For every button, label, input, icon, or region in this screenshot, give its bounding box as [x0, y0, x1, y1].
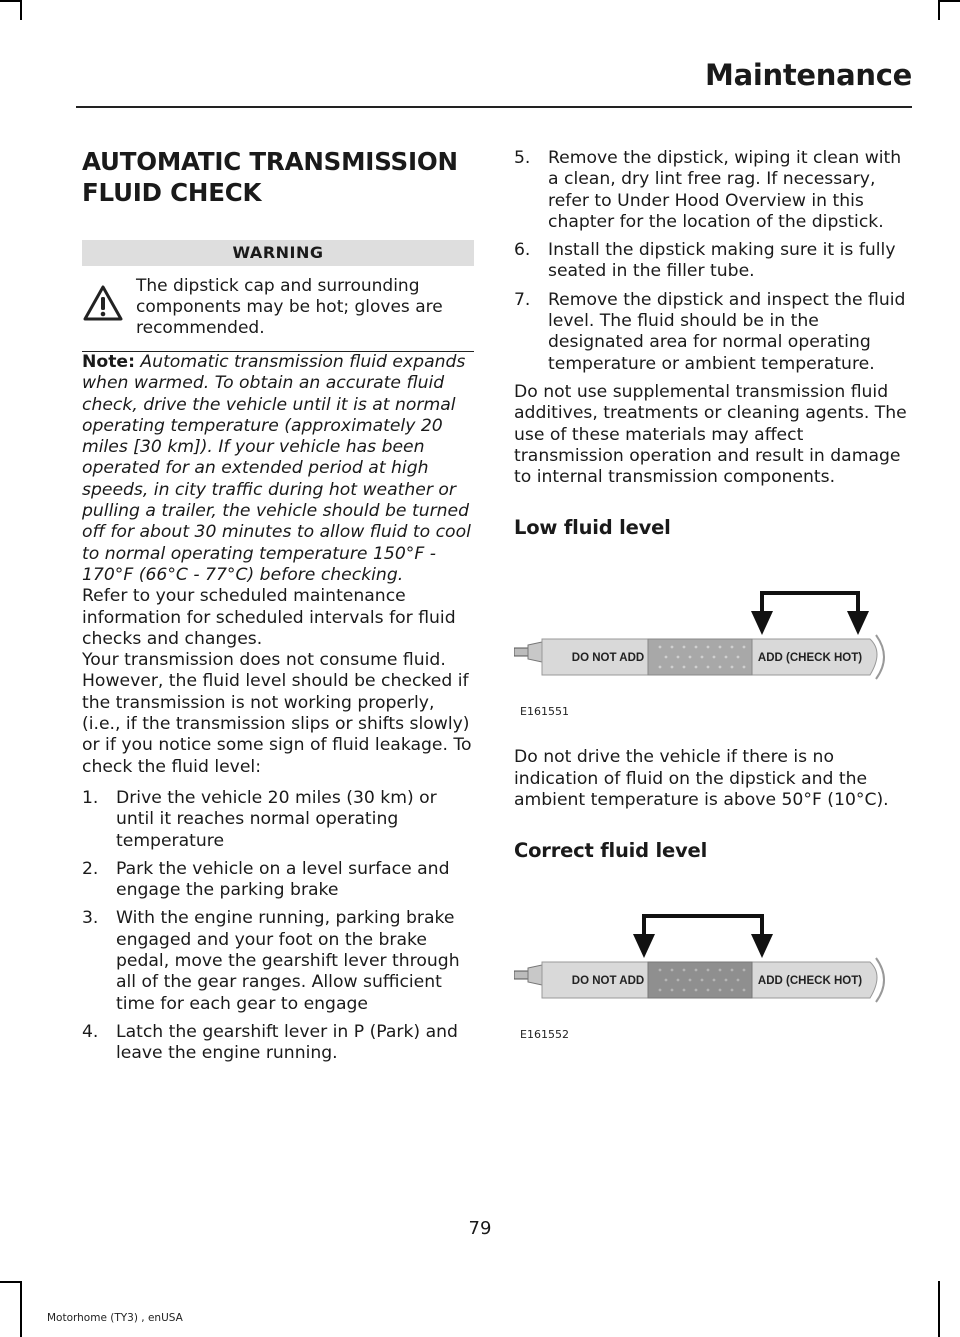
- paragraph: Do not drive the vehicle if there is no indication of fluid on the dipstick and the ambient temperature is above 50°F (10°C).: [514, 747, 889, 811]
- page-header-title: Maintenance: [705, 58, 912, 92]
- add-check-hot-label: ADD (CHECK HOT): [757, 652, 863, 665]
- step-number: 3.: [82, 908, 99, 929]
- section-title-line1: AUTOMATIC TRANSMISSION: [82, 147, 458, 176]
- figure-code: E161552: [520, 1028, 569, 1042]
- paragraph: Do not use supplemental transmission fluid additives, treatments or cleaning agents. The use of these materials may affect transmission operation and result in damage to internal transmission components.: [514, 381, 907, 488]
- arrow-down-icon: [633, 934, 655, 958]
- footer-doc-id: Motorhome (TY3) , enUSA: [47, 1312, 183, 1324]
- warning-triangle-icon: [82, 276, 136, 339]
- low-fluid-figure: [514, 539, 910, 719]
- crop-mark: [0, 1281, 20, 1283]
- list-item: [514, 240, 910, 283]
- do-not-add-label: DO NOT ADD: [571, 975, 645, 988]
- list-item: [82, 788, 474, 852]
- note-paragraph: [82, 352, 474, 586]
- step-text: Drive the vehicle 20 miles (30 km) or until it reaches normal operating temperature: [116, 787, 437, 851]
- crop-mark: [20, 0, 22, 20]
- section-title: [82, 146, 474, 208]
- do-not-add-label: DO NOT ADD: [571, 652, 645, 665]
- step-number: 1.: [82, 787, 99, 808]
- dipstick-diagram: [514, 862, 910, 1022]
- crop-mark: [938, 1281, 940, 1337]
- low-fluid-heading: Low fluid level: [514, 516, 671, 540]
- step-number: 2.: [82, 858, 99, 879]
- step-number: 4.: [82, 1021, 99, 1042]
- step-number: 6.: [514, 240, 531, 261]
- left-column: [82, 146, 474, 1072]
- list-item: [82, 1022, 474, 1065]
- paragraph: Refer to your scheduled maintenance information for scheduled intervals for fluid checks and changes.: [82, 586, 456, 649]
- page-number: 79: [468, 1218, 492, 1239]
- step-text: Remove the dipstick and inspect the fluid level. The fluid should be in the designated area for normal operating temperature or ambient temperature.: [548, 289, 906, 374]
- warning-text: The dipstick cap and surrounding components may be hot; gloves are recommended.: [136, 276, 443, 338]
- step-number: 7.: [514, 289, 531, 310]
- correct-fluid-figure: [514, 862, 910, 1042]
- crop-mark: [940, 0, 960, 2]
- step-number: 5.: [514, 148, 531, 168]
- step-text: With the engine running, parking brake engaged and your foot on the brake pedal, move the gearshift lever through all of the gear ranges. Allow sufficient time for each gear to engage: [116, 908, 460, 1014]
- step-text: Remove the dipstick, wiping it clean with a clean, dry lint free rag. If necessary, refer to Under Hood Overview in this chapter for the location of the dipstick.: [548, 148, 902, 232]
- steps-list: [514, 148, 910, 375]
- section-title-line2: FLUID CHECK: [82, 178, 262, 207]
- step-text: Install the dipstick making sure it is fully seated in the filler tube.: [548, 240, 896, 282]
- crop-mark: [20, 1281, 22, 1337]
- list-item: [82, 908, 474, 1014]
- crop-mark: [938, 0, 940, 20]
- list-item: [514, 290, 910, 375]
- add-check-hot-label: ADD (CHECK HOT): [757, 975, 863, 988]
- arrow-down-icon: [751, 934, 773, 958]
- list-item: [514, 148, 910, 233]
- list-item: [82, 859, 474, 902]
- arrow-down-icon: [751, 611, 773, 635]
- warning-label: WARNING: [82, 240, 474, 266]
- arrow-down-icon: [847, 611, 869, 635]
- header-rule: [76, 106, 912, 108]
- figure-code: E161551: [520, 705, 569, 719]
- warning-box: [82, 266, 474, 352]
- crop-mark: [0, 0, 20, 2]
- step-text: Latch the gearshift lever in P (Park) and leave the engine running.: [116, 1021, 458, 1064]
- paragraph: Your transmission does not consume fluid. However, the fluid level should be checked if the transmission is not working properly, (i.e., if the transmission slips or shifts slowly) or if you notice some sign of fluid leakage. To check the fluid level:: [82, 650, 472, 777]
- dipstick-diagram: [514, 539, 910, 699]
- note-text: Automatic transmission fluid expands when warmed. To obtain an accurate fluid check, drive the vehicle until it is at normal operating temperature (approximately 20 miles [30 km]). If your vehicle has been operated for an extended period at high speeds, in city traffic during hot weather or pulling a trailer, the vehicle should be turned off for about 30 minutes to allow fluid to cool to normal operating temperature 150°F - 170°F (66°C - 77°C) before checking.: [82, 352, 471, 585]
- note-label: Note:: [82, 352, 135, 372]
- step-text: Park the vehicle on a level surface and engage the parking brake: [116, 858, 450, 901]
- right-column: [514, 146, 910, 1042]
- correct-fluid-heading: Correct fluid level: [514, 839, 708, 863]
- steps-list: [82, 788, 474, 1065]
